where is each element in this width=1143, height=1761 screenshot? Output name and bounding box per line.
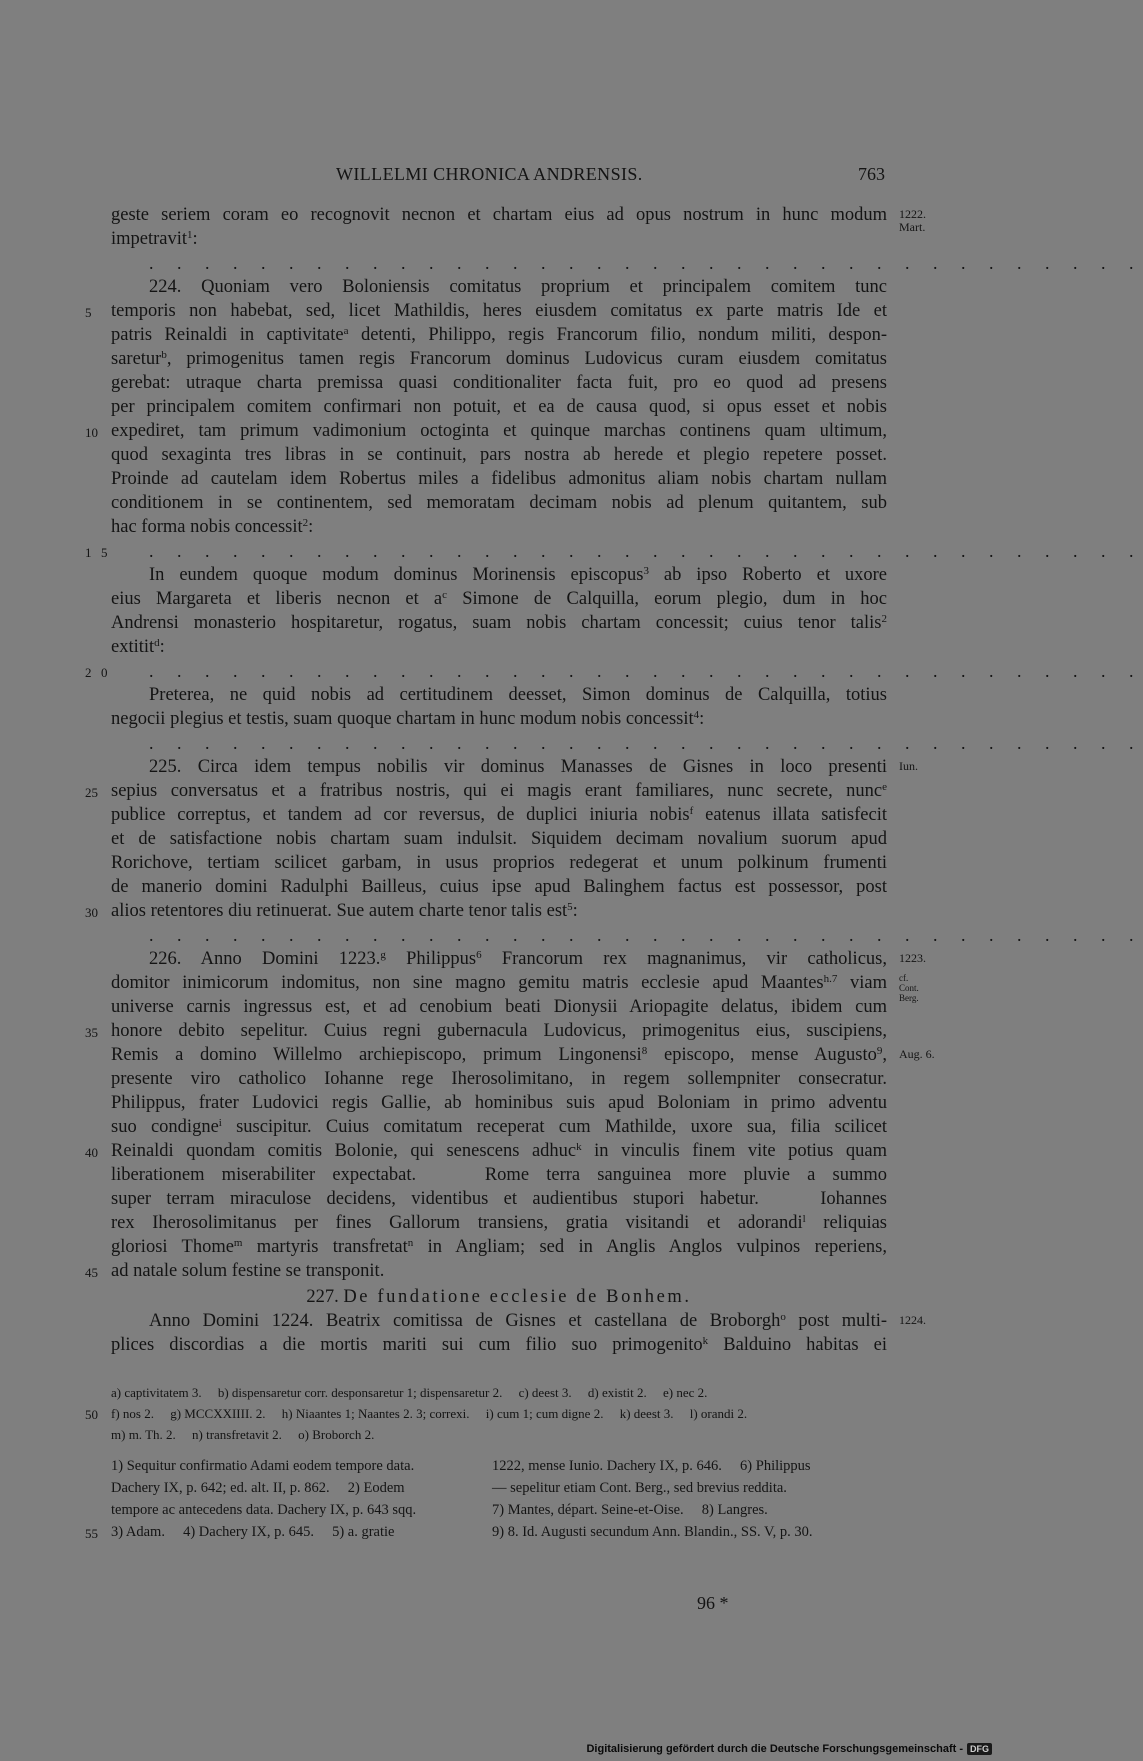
text-line: hac forma nobis concessit$^2$:: [111, 517, 314, 537]
text-line: Remis a domino Willelmo archiepiscopo, primum Lingonensi$^8$ episcopo, mense Augusto$^9$, Aug. 6.: [111, 1045, 935, 1065]
text-line: extitit$^d$:: [111, 637, 165, 657]
footnote-right: — sepelitur etiam Cont. Berg., sed brevius reddita.: [492, 1480, 787, 1496]
line-number: 55: [85, 1526, 98, 1541]
text-line: rex Iherosolimitanus per fines Gallorum transiens, gratia visitandi et adorandi$^l$ reliquias: [111, 1213, 887, 1233]
line-number: 5: [85, 305, 92, 320]
text-line: impetravit$^1$: Mart.: [111, 220, 926, 249]
margin-date: 1222.: [899, 207, 926, 221]
apparatus-line: 50 f) nos 2. g) MCCXXIIII. 2. h) Niaantes 1; Naantes 2. 3; correxi. i) cum 1; cum digne 2. k) deest 3. l) orandi 2.: [111, 1403, 887, 1424]
line-number: 10: [85, 425, 98, 440]
footnote-left: Dachery IX, p. 642; ed. alt. II, p. 862. 2) Eodem: [111, 1480, 405, 1496]
margin-date: Iun.: [899, 759, 918, 773]
running-header: [0, 164, 1000, 188]
line-number: 15: [85, 545, 117, 560]
text-line: universe carnis ingressus est, et ad cenobium beati Dionysii Ariopagite delatus, ibidem cum: [111, 997, 887, 1017]
text-line: et de satisfactione nobis chartam suam indulsit. Siquidem decimam novalium suorum apud: [111, 829, 887, 849]
footnote-line: [111, 1499, 887, 1521]
text-line: eius Margareta et liberis necnon et $a^c$ Simone de Calquilla, eorum plegio, dum in hoc: [111, 589, 887, 609]
text-line: quod sexaginta tres libras in se continuit, pars nostra ab herede et plegio repetere posset.: [111, 445, 887, 465]
critical-apparatus: [85, 1382, 887, 1445]
text-line: de manerio domini Radulphi Bailleus, cuius ipse apud Balinghem factus est possessor, post: [111, 877, 887, 897]
text-line: 30 alios retentores diu retinuerat. Sue autem charte tenor talis est$^5$:: [111, 899, 887, 923]
omission-dots: . . . . . . . . . . . . . . . . . . . . . . . . . . . . . . . . . . . .: [149, 253, 1143, 273]
footnote-right: 7) Mantes, départ. Seine-et-Oise. 8) Langres.: [492, 1502, 768, 1518]
footnote-line: [85, 1521, 887, 1543]
footnote-left: tempore ac antecedens data. Dachery IX, p. 643 sqq.: [111, 1502, 417, 1518]
text-line: 25 sepius conversatus et a fratribus nostris, qui ei magis erant familiares, nunc secrete, nunc$^e$: [111, 779, 887, 803]
text-line: 40 Reinaldi quondam comitis Bolonie, qui senescens adhuc$^k$ in vinculis finem vite potius quam: [111, 1139, 887, 1163]
page-number: 763: [858, 164, 885, 184]
line-number: 45: [85, 1265, 98, 1280]
line-number: 50: [85, 1407, 98, 1422]
apparatus-line: a) captivitatem 3. b) dispensaretur corr. desponsaretur 1; dispensaretur 2. c) deest 3. d) existit 2. e) nec 2.: [111, 1385, 708, 1400]
text-line: geste seriem coram eo recognovit necnon et chartam eius ad opus nostrum in hunc modum 1222.: [111, 205, 926, 225]
text-line: 224. Quoniam vero Boloniensis comitatus proprium et principalem comitem tunc: [149, 277, 887, 297]
text-line: 5 temporis non habebat, sed, licet Mathildis, heres eiusdem comitatus ex parte matris Ide et: [111, 299, 887, 323]
footnote-left: 1) Sequitur confirmatio Adami eodem tempore data.: [111, 1458, 415, 1474]
running-title: WILLELMI CHRONICA ANDRENSIS.: [336, 164, 643, 184]
footnote-left: 3) Adam. 4) Dachery IX, p. 645. 5) a. gratie: [111, 1524, 395, 1540]
line-number: 25: [85, 785, 98, 800]
text-line: domitor inimicorum indomitus, non sine magno gemitu matris ecclesie apud Maantes$^{h.7}$ viam cf. Cont. Berg.: [111, 971, 887, 995]
text-line: Rorichove, tertiam scilicet garbam, in usus proprios redegerat et unum polkinum frumenti: [111, 853, 887, 873]
omission-dots: 20 . . . . . . . . . . . . . . . . . . . . . . . . . . . . . . . . . . . .: [111, 659, 887, 683]
text-line: 35 honore debito sepelitur. Cuius regni gubernacula Ludovicus, primogenitus eius, suscipiens,: [111, 1019, 887, 1043]
omission-dots: 15 . . . . . . . . . . . . . . . . . . . . . . . . . . . . . . . . . . . .: [111, 539, 887, 563]
text-line: Proinde ad cautelam idem Robertus miles a fidelibus admonitus aliam nobis chartam nullam: [111, 469, 887, 489]
text-line: gloriosi Thome$^m$ martyris transfretat$^n$ in Angliam; sed in Anglis Anglos vulpinos reperiens,: [111, 1237, 887, 1257]
text-line: negocii plegius et testis, suam quoque chartam in hunc modum nobis concessit$^4$:: [111, 709, 705, 729]
footnote-line: [111, 1477, 887, 1499]
dfg-logo: DFG: [967, 1743, 992, 1755]
footnote-line: [111, 1455, 887, 1477]
line-number: 30: [85, 905, 98, 920]
text-line: conditionem in se continentem, sed memoratam decimam nobis ad plenum quitantem, sub: [111, 493, 887, 513]
text-line: per principalem comitem confirmari non potuit, et ea de causa quod, si opus esset et nobis: [111, 397, 887, 417]
text-line: 10 expediret, tam primum vadimonium octoginta et quinque marchas continens quam ultimum,: [111, 419, 887, 443]
footnote-right: 9) 8. Id. Augusti secundum Ann. Blandin., SS. V, p. 30.: [492, 1524, 813, 1540]
text-line: gerebat: utraque charta premissa quasi conditionaliter facta fuit, pro eo quod ad presens: [111, 373, 887, 393]
footnote-right: 1222, mense Iunio. Dachery IX, p. 646. 6) Philippus: [492, 1458, 811, 1474]
section-heading: 227. De fundatione ecclesie de Bonhem.: [306, 1287, 692, 1307]
footnotes: [85, 1455, 887, 1543]
text-line: super terram miraculose decidens, videntibus et audientibus stupori habetur. Iohannes: [111, 1189, 887, 1209]
margin-reference: cf. Cont. Berg.: [899, 973, 919, 1003]
text-line: plices discordias a die mortis mariti sui cum filio suo primogenito$^k$ Balduino habitas ei: [111, 1335, 887, 1355]
text-line: Andrensi monasterio hospitaretur, rogatus, suam nobis chartam concessit; cuius tenor talis$^2$: [111, 613, 887, 633]
text-line: presente viro catholico Iohanne rege Iherosolimitano, in regem sollempniter consecratur.: [111, 1069, 887, 1089]
margin-date: 1224.: [899, 1313, 926, 1327]
text-line: Preterea, ne quid nobis ad certitudinem deesset, Simon dominus de Calquilla, totius: [149, 685, 887, 705]
text-line: liberationem miserabiliter expectabat. Rome terra sanguinea more pluvie a summo: [111, 1165, 887, 1185]
text-line: In eundem quoque modum dominus Morinensis episcopus$^3$ ab ipso Roberto et uxore: [149, 565, 888, 585]
text-line: Anno Domini 1224. Beatrix comitissa de Gisnes et castellana de Broborgh$^o$ post multi- 1224.: [149, 1311, 926, 1331]
text-line: saretur$^b$, primogenitus tamen regis Francorum dominus Ludovicus curam eiusdem comitatus: [111, 349, 887, 369]
text-line: suo condigne$^i$ suscipitur. Cuius comitatum receperat cum Mathilde, uxore sua, filia scilicet: [111, 1117, 887, 1137]
text-line: patris Reinaldi in captivitate$^a$ detenti, Philippo, regis Francorum filio, nondum militi, despon-: [111, 325, 887, 345]
margin-date: Aug. 6.: [899, 1047, 935, 1061]
margin-date: 1223.: [899, 951, 926, 965]
text-line: Philippus, frater Ludovici regis Gallie, ab hominibus suis apud Boloniam in primo adventu: [111, 1093, 887, 1113]
text-line: 45 ad natale solum festine se transponit.: [111, 1259, 887, 1283]
line-number: 40: [85, 1145, 98, 1160]
omission-dots: . . . . . . . . . . . . . . . . . . . . . . . . . . . . . . . . . . . .: [149, 733, 1143, 753]
line-number: 20: [85, 665, 117, 680]
sheet-signature: 96 *: [697, 1593, 729, 1613]
text-line: 226. Anno Domini 1223.$^g$ Philippus$^6$ Francorum rex magnanimus, vir catholicus, 1223.: [149, 949, 926, 969]
footer-text: Digitalisierung gefördert durch die Deutsche Forschungsgemeinschaft -: [586, 1743, 963, 1755]
margin-date: Mart.: [899, 220, 926, 234]
line-number: 35: [85, 1025, 98, 1040]
main-text: [85, 203, 1143, 1357]
apparatus-line: m) m. Th. 2. n) transfretavit 2. o) Broborch 2.: [111, 1427, 375, 1442]
omission-dots: . . . . . . . . . . . . . . . . . . . . . . . . . . . . . . . . . . . .: [149, 925, 1143, 945]
text-line: publice correptus, et tandem ad cor reversus, de duplici iniuria nobis$^f$ eatenus illata satisfecit: [111, 805, 887, 825]
text-line: 225. Circa idem tempus nobilis vir dominus Manasses de Gisnes in loco presenti Iun.: [149, 757, 918, 777]
digitization-footer: [586, 1743, 992, 1755]
